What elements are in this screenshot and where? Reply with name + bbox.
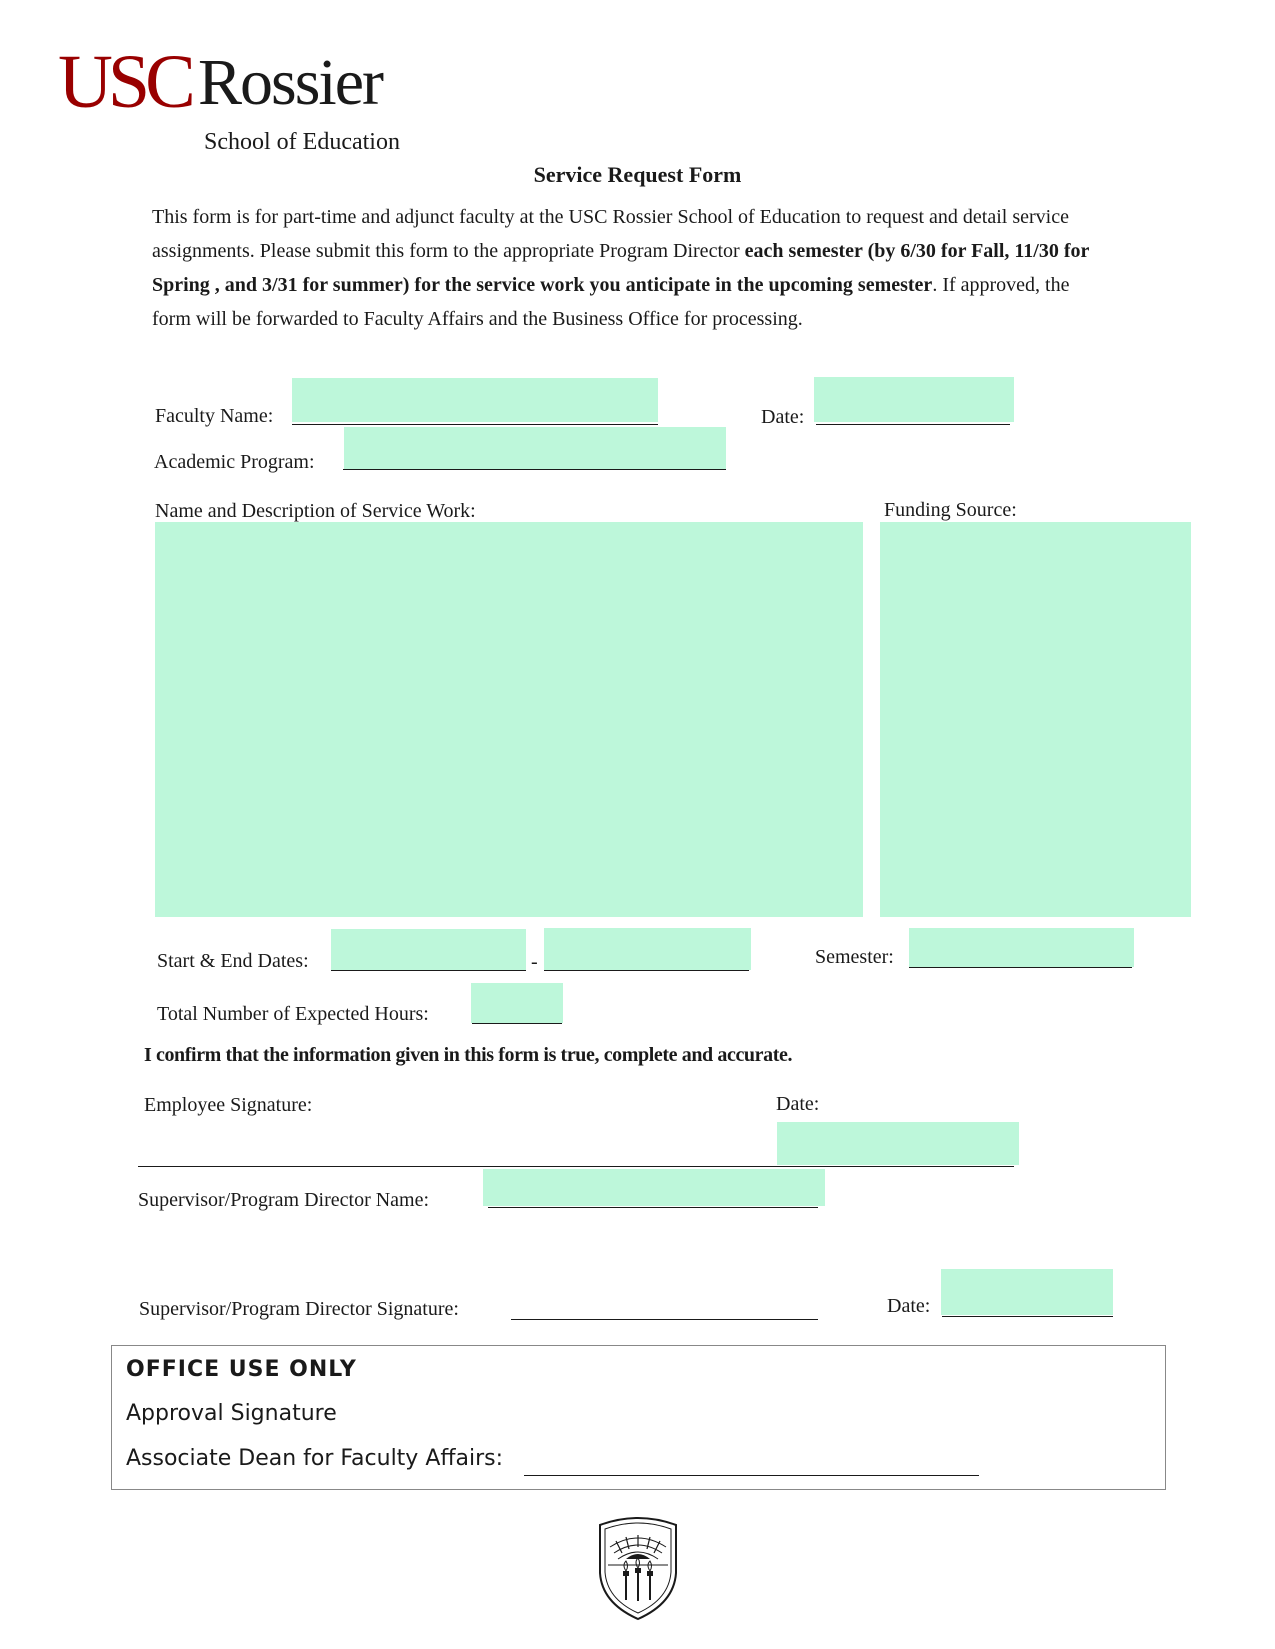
start-date-field[interactable] bbox=[331, 929, 526, 970]
funding-source-label: Funding Source: bbox=[884, 499, 1017, 521]
intro-text-2: . If approved, the form will be forwarded to Faculty Affairs and the Business Office for processing. bbox=[152, 274, 1070, 330]
supervisor-name-label: Supervisor/Program Director Name: bbox=[138, 1189, 430, 1211]
start-date-underline bbox=[331, 970, 526, 971]
logo-subtitle: School of Education bbox=[204, 129, 400, 155]
end-date-field[interactable] bbox=[544, 928, 751, 970]
faculty-name-field[interactable] bbox=[292, 378, 658, 422]
academic-program-field[interactable] bbox=[344, 427, 726, 469]
faculty-name-underline bbox=[292, 424, 658, 425]
confirmation-statement: I confirm that the information given in this form is true, complete and accurate. bbox=[144, 1044, 793, 1066]
semester-label: Semester: bbox=[815, 946, 894, 968]
service-work-label: Name and Description of Service Work: bbox=[155, 500, 476, 522]
date-label: Date: bbox=[761, 406, 805, 428]
end-date-underline bbox=[544, 970, 749, 971]
employee-date-label: Date: bbox=[776, 1093, 820, 1115]
associate-dean-label: Associate Dean for Faculty Affairs: bbox=[126, 1446, 504, 1471]
form-title: Service Request Form bbox=[533, 162, 742, 187]
funding-source-field[interactable] bbox=[880, 522, 1191, 917]
logo-rossier: Rossier bbox=[198, 46, 382, 119]
date-underline bbox=[816, 424, 1010, 425]
total-hours-field[interactable] bbox=[471, 983, 563, 1023]
office-use-box bbox=[111, 1345, 1166, 1490]
service-work-field[interactable] bbox=[155, 522, 863, 917]
intro-paragraph bbox=[152, 200, 1102, 336]
date-range-separator: - bbox=[531, 951, 538, 973]
supervisor-date-field[interactable] bbox=[941, 1269, 1113, 1315]
date-field[interactable] bbox=[814, 377, 1014, 422]
start-end-dates-label: Start & End Dates: bbox=[157, 950, 309, 972]
semester-underline bbox=[909, 967, 1132, 968]
office-use-title: OFFICE USE ONLY bbox=[126, 1357, 357, 1382]
intro-text-1: This form is for part-time and adjunct faculty at the USC Rossier School of Education to request and detail service assignments. Please submit this form to the appropriate Program Director bbox=[152, 206, 1069, 262]
supervisor-name-field[interactable] bbox=[483, 1169, 825, 1206]
supervisor-signature-label: Supervisor/Program Director Signature: bbox=[139, 1298, 459, 1320]
usc-seal-icon bbox=[596, 1515, 680, 1626]
employee-signature-line[interactable] bbox=[138, 1166, 1014, 1167]
total-hours-label: Total Number of Expected Hours: bbox=[157, 1003, 429, 1025]
supervisor-name-underline bbox=[488, 1207, 818, 1208]
academic-program-label: Academic Program: bbox=[154, 451, 315, 473]
associate-dean-signature-line[interactable] bbox=[524, 1475, 979, 1476]
semester-field[interactable] bbox=[909, 928, 1134, 967]
approval-signature-label: Approval Signature bbox=[126, 1401, 337, 1426]
intro-text-bold: each semester (by 6/30 for Fall, 11/30 for Spring , and 3/31 for summer) for the service work you anticipate in the upcoming semester bbox=[152, 240, 1090, 296]
supervisor-date-underline bbox=[942, 1316, 1113, 1317]
supervisor-signature-line[interactable] bbox=[511, 1319, 818, 1320]
employee-signature-label: Employee Signature: bbox=[144, 1094, 313, 1116]
employee-date-field[interactable] bbox=[777, 1122, 1019, 1165]
academic-program-underline bbox=[343, 469, 726, 470]
supervisor-date-label: Date: bbox=[887, 1295, 931, 1317]
faculty-name-label: Faculty Name: bbox=[155, 405, 274, 427]
logo-usc: USC bbox=[58, 40, 191, 124]
total-hours-underline bbox=[472, 1023, 562, 1024]
